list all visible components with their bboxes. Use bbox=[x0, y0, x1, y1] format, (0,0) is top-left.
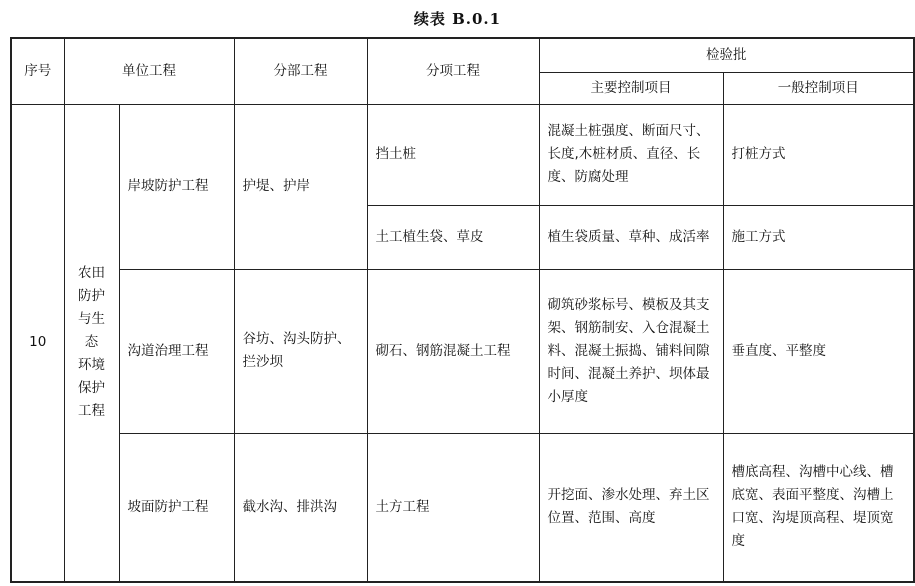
unit-group-line: 保护 bbox=[78, 380, 105, 397]
unit-group-line: 与生态 bbox=[78, 311, 105, 351]
unit-group-line: 工程 bbox=[78, 403, 105, 420]
header-seq: 序号 bbox=[11, 38, 64, 104]
general-control-cell: 打桩方式 bbox=[723, 104, 914, 205]
seq-cell: 10 bbox=[11, 104, 64, 582]
division-cell: 截水沟、排洪沟 bbox=[234, 433, 367, 582]
main-control-cell: 开挖面、渗水处理、弃土区位置、范围、高度 bbox=[539, 433, 723, 582]
header-main: 主要控制项目 bbox=[539, 72, 723, 104]
unit-group-cell bbox=[64, 104, 119, 582]
header-division: 分部工程 bbox=[234, 38, 367, 104]
general-control-cell: 施工方式 bbox=[723, 205, 914, 269]
item-cell: 土方工程 bbox=[367, 433, 539, 582]
item-cell: 土工植生袋、草皮 bbox=[367, 205, 539, 269]
division-cell: 护堤、护岸 bbox=[234, 104, 367, 269]
unit-cell: 岸坡防护工程 bbox=[119, 104, 234, 269]
header-item: 分项工程 bbox=[367, 38, 539, 104]
unit-group-line: 环境 bbox=[78, 357, 105, 374]
unit-cell: 坡面防护工程 bbox=[119, 433, 234, 582]
inspection-table bbox=[10, 37, 915, 583]
table-row bbox=[11, 269, 914, 433]
item-cell: 挡土桩 bbox=[367, 104, 539, 205]
table-row bbox=[11, 433, 914, 582]
header-batch: 检验批 bbox=[539, 38, 914, 72]
header-unit: 单位工程 bbox=[64, 38, 234, 104]
item-cell: 砌石、钢筋混凝土工程 bbox=[367, 269, 539, 433]
header-general: 一般控制项目 bbox=[723, 72, 914, 104]
division-cell: 谷坊、沟头防护、拦沙坝 bbox=[234, 269, 367, 433]
general-control-cell: 垂直度、平整度 bbox=[723, 269, 914, 433]
general-control-cell: 槽底高程、沟槽中心线、槽底宽、表面平整度、沟槽上口宽、沟堤顶高程、堤顶宽度 bbox=[723, 433, 914, 582]
header-row-1 bbox=[11, 38, 914, 72]
unit-group-line: 防护 bbox=[78, 288, 105, 305]
table-title: 续表 B.0.1 bbox=[413, 10, 502, 28]
main-control-cell: 混凝土桩强度、断面尺寸、长度,木桩材质、直径、长度、防腐处理 bbox=[539, 104, 723, 205]
unit-group-line: 农田 bbox=[78, 265, 105, 282]
table-row bbox=[11, 104, 914, 205]
main-control-cell: 砌筑砂浆标号、模板及其支架、钢筋制安、入仓混凝土料、混凝土振捣、铺料间隙时间、混凝土养护、坝体最小厚度 bbox=[539, 269, 723, 433]
main-control-cell: 植生袋质量、草种、成活率 bbox=[539, 205, 723, 269]
unit-cell: 沟道治理工程 bbox=[119, 269, 234, 433]
